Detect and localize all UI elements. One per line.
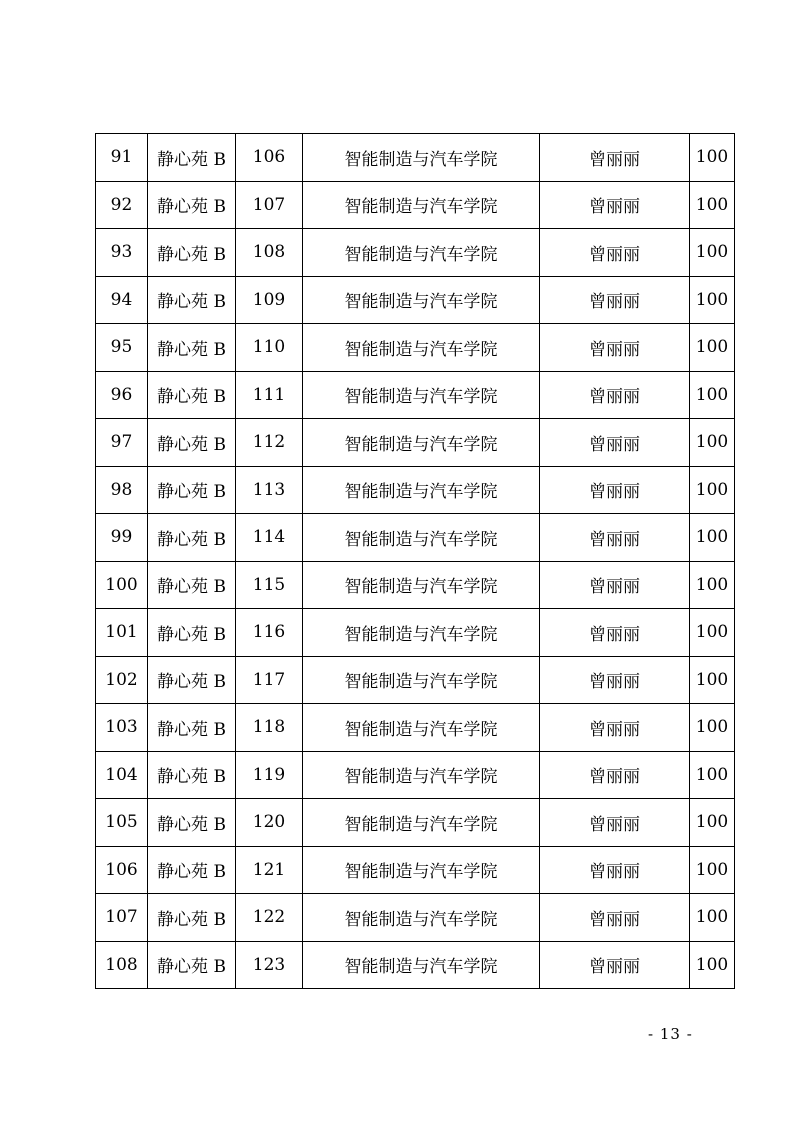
- building-name-cell: 静心苑 B: [148, 371, 236, 419]
- score-cell: 100: [690, 561, 735, 609]
- building-name-cell: 静心苑 B: [148, 561, 236, 609]
- teacher-name-cell: 曾丽丽: [540, 466, 690, 514]
- college-name-cell: 智能制造与汽车学院: [303, 894, 540, 942]
- room-number-cell: 122: [236, 894, 303, 942]
- row-number-cell: 103: [96, 704, 148, 752]
- college-name-cell: 智能制造与汽车学院: [303, 656, 540, 704]
- table-row: [96, 514, 735, 562]
- dormitory-score-table: [95, 133, 735, 989]
- teacher-name-cell: 曾丽丽: [540, 751, 690, 799]
- table-row: [96, 609, 735, 657]
- room-number-cell: 113: [236, 466, 303, 514]
- room-number-cell: 115: [236, 561, 303, 609]
- table-row: [96, 134, 735, 182]
- building-name-cell: 静心苑 B: [148, 941, 236, 989]
- building-name-cell: 静心苑 B: [148, 276, 236, 324]
- teacher-name-cell: 曾丽丽: [540, 894, 690, 942]
- row-number-cell: 105: [96, 799, 148, 847]
- table-row: [96, 371, 735, 419]
- college-name-cell: 智能制造与汽车学院: [303, 134, 540, 182]
- building-name-cell: 静心苑 B: [148, 609, 236, 657]
- row-number-cell: 107: [96, 894, 148, 942]
- table-row: [96, 466, 735, 514]
- building-name-cell: 静心苑 B: [148, 656, 236, 704]
- score-cell: 100: [690, 419, 735, 467]
- row-number-cell: 91: [96, 134, 148, 182]
- college-name-cell: 智能制造与汽车学院: [303, 324, 540, 372]
- room-number-cell: 119: [236, 751, 303, 799]
- college-name-cell: 智能制造与汽车学院: [303, 704, 540, 752]
- teacher-name-cell: 曾丽丽: [540, 276, 690, 324]
- row-number-cell: 106: [96, 846, 148, 894]
- score-cell: 100: [690, 276, 735, 324]
- room-number-cell: 106: [236, 134, 303, 182]
- row-number-cell: 93: [96, 229, 148, 277]
- teacher-name-cell: 曾丽丽: [540, 609, 690, 657]
- teacher-name-cell: 曾丽丽: [540, 941, 690, 989]
- building-name-cell: 静心苑 B: [148, 134, 236, 182]
- building-name-cell: 静心苑 B: [148, 324, 236, 372]
- room-number-cell: 108: [236, 229, 303, 277]
- teacher-name-cell: 曾丽丽: [540, 656, 690, 704]
- table-row: [96, 324, 735, 372]
- room-number-cell: 123: [236, 941, 303, 989]
- room-number-cell: 112: [236, 419, 303, 467]
- score-cell: 100: [690, 134, 735, 182]
- building-name-cell: 静心苑 B: [148, 751, 236, 799]
- score-cell: 100: [690, 324, 735, 372]
- room-number-cell: 114: [236, 514, 303, 562]
- college-name-cell: 智能制造与汽车学院: [303, 514, 540, 562]
- row-number-cell: 104: [96, 751, 148, 799]
- row-number-cell: 100: [96, 561, 148, 609]
- table-row: [96, 561, 735, 609]
- row-number-cell: 92: [96, 181, 148, 229]
- score-cell: 100: [690, 894, 735, 942]
- score-cell: 100: [690, 704, 735, 752]
- row-number-cell: 96: [96, 371, 148, 419]
- score-cell: 100: [690, 181, 735, 229]
- teacher-name-cell: 曾丽丽: [540, 181, 690, 229]
- teacher-name-cell: 曾丽丽: [540, 371, 690, 419]
- table-row: [96, 941, 735, 989]
- score-cell: 100: [690, 799, 735, 847]
- score-cell: 100: [690, 846, 735, 894]
- building-name-cell: 静心苑 B: [148, 894, 236, 942]
- room-number-cell: 120: [236, 799, 303, 847]
- teacher-name-cell: 曾丽丽: [540, 419, 690, 467]
- score-cell: 100: [690, 466, 735, 514]
- college-name-cell: 智能制造与汽车学院: [303, 181, 540, 229]
- row-number-cell: 97: [96, 419, 148, 467]
- row-number-cell: 94: [96, 276, 148, 324]
- score-cell: 100: [690, 229, 735, 277]
- room-number-cell: 110: [236, 324, 303, 372]
- college-name-cell: 智能制造与汽车学院: [303, 846, 540, 894]
- college-name-cell: 智能制造与汽车学院: [303, 276, 540, 324]
- college-name-cell: 智能制造与汽车学院: [303, 941, 540, 989]
- college-name-cell: 智能制造与汽车学院: [303, 609, 540, 657]
- room-number-cell: 107: [236, 181, 303, 229]
- row-number-cell: 101: [96, 609, 148, 657]
- table-row: [96, 276, 735, 324]
- college-name-cell: 智能制造与汽车学院: [303, 466, 540, 514]
- table-body: [96, 134, 735, 989]
- room-number-cell: 118: [236, 704, 303, 752]
- building-name-cell: 静心苑 B: [148, 799, 236, 847]
- table-row: [96, 894, 735, 942]
- score-cell: 100: [690, 941, 735, 989]
- score-cell: 100: [690, 514, 735, 562]
- row-number-cell: 108: [96, 941, 148, 989]
- college-name-cell: 智能制造与汽车学院: [303, 419, 540, 467]
- page-number: - 13 -: [648, 1025, 693, 1043]
- college-name-cell: 智能制造与汽车学院: [303, 229, 540, 277]
- college-name-cell: 智能制造与汽车学院: [303, 799, 540, 847]
- teacher-name-cell: 曾丽丽: [540, 704, 690, 752]
- college-name-cell: 智能制造与汽车学院: [303, 751, 540, 799]
- teacher-name-cell: 曾丽丽: [540, 324, 690, 372]
- room-number-cell: 121: [236, 846, 303, 894]
- score-cell: 100: [690, 609, 735, 657]
- room-number-cell: 117: [236, 656, 303, 704]
- table-row: [96, 656, 735, 704]
- teacher-name-cell: 曾丽丽: [540, 799, 690, 847]
- college-name-cell: 智能制造与汽车学院: [303, 371, 540, 419]
- room-number-cell: 109: [236, 276, 303, 324]
- row-number-cell: 95: [96, 324, 148, 372]
- building-name-cell: 静心苑 B: [148, 466, 236, 514]
- room-number-cell: 116: [236, 609, 303, 657]
- teacher-name-cell: 曾丽丽: [540, 134, 690, 182]
- table-row: [96, 181, 735, 229]
- table-row: [96, 751, 735, 799]
- building-name-cell: 静心苑 B: [148, 229, 236, 277]
- building-name-cell: 静心苑 B: [148, 181, 236, 229]
- teacher-name-cell: 曾丽丽: [540, 229, 690, 277]
- table-row: [96, 229, 735, 277]
- room-number-cell: 111: [236, 371, 303, 419]
- teacher-name-cell: 曾丽丽: [540, 514, 690, 562]
- building-name-cell: 静心苑 B: [148, 419, 236, 467]
- building-name-cell: 静心苑 B: [148, 704, 236, 752]
- row-number-cell: 102: [96, 656, 148, 704]
- table-row: [96, 704, 735, 752]
- table-row: [96, 846, 735, 894]
- score-cell: 100: [690, 751, 735, 799]
- row-number-cell: 98: [96, 466, 148, 514]
- teacher-name-cell: 曾丽丽: [540, 846, 690, 894]
- table-row: [96, 419, 735, 467]
- table-row: [96, 799, 735, 847]
- building-name-cell: 静心苑 B: [148, 514, 236, 562]
- teacher-name-cell: 曾丽丽: [540, 561, 690, 609]
- score-cell: 100: [690, 371, 735, 419]
- score-cell: 100: [690, 656, 735, 704]
- college-name-cell: 智能制造与汽车学院: [303, 561, 540, 609]
- row-number-cell: 99: [96, 514, 148, 562]
- building-name-cell: 静心苑 B: [148, 846, 236, 894]
